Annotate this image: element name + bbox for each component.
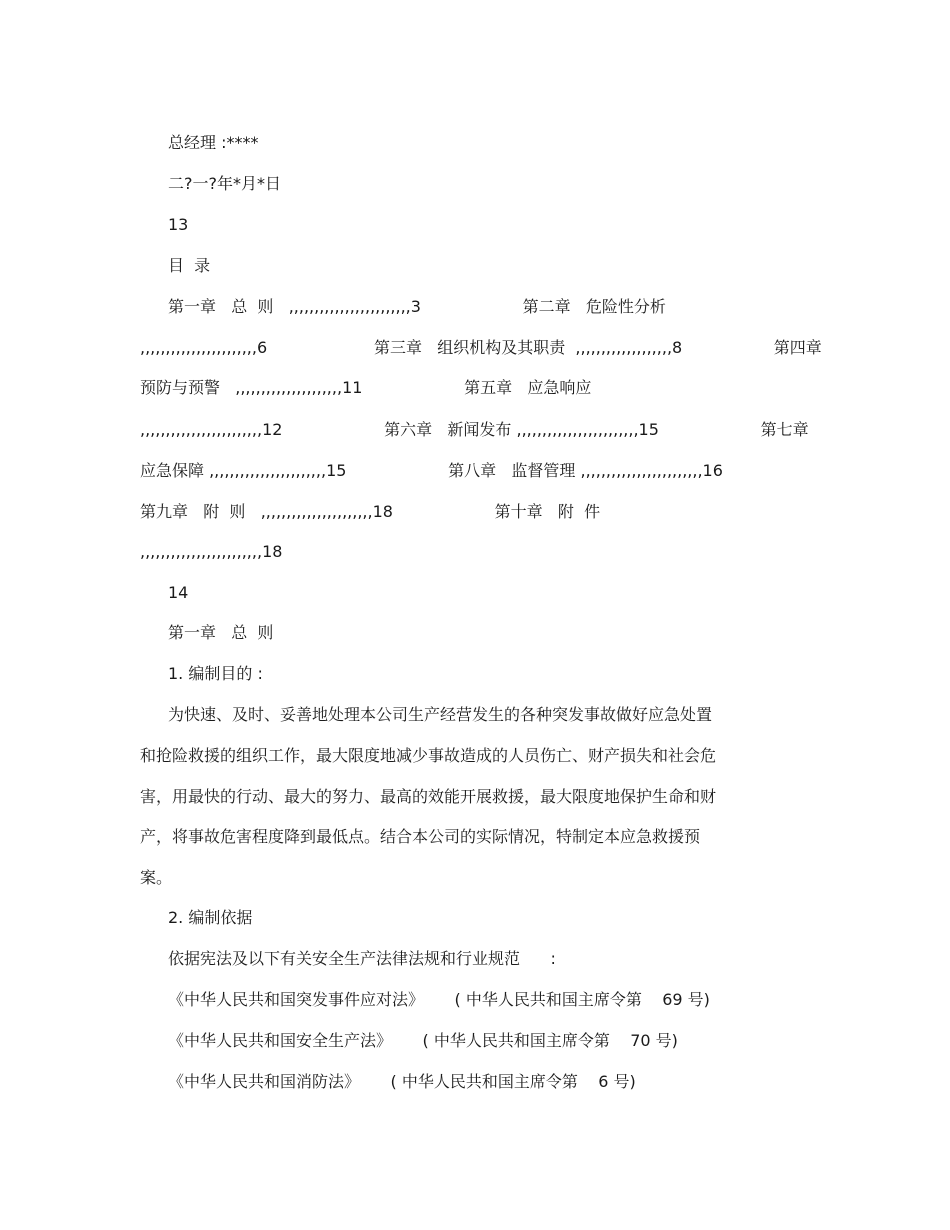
toc-line: ,,,,,,,,,,,,,,,,,,,,,,,,12 第六章 新闻发布 ,,,,,,,,,,,,,,,,,,,,,,,,15 第七章: [140, 420, 809, 439]
body-line: 产，将事故危害程度降到最低点。结合本公司的实际情况，特制定本应急救援预: [140, 827, 701, 846]
law-reference: 《中华人民共和国安全生产法》 ( 中华人民共和国主席令第 70 号): [168, 1031, 678, 1050]
law-reference: 《中华人民共和国消防法》 ( 中华人民共和国主席令第 6 号): [168, 1072, 636, 1091]
signatory-line: 总经理 :****: [168, 133, 259, 152]
section-heading: 1. 编制目的 :: [168, 664, 263, 683]
section-heading: 2. 编制依据: [168, 908, 253, 927]
chapter-title: 第一章 总 则: [168, 623, 274, 642]
toc-line: 第九章 附 则 ,,,,,,,,,,,,,,,,,,,,,,18 第十章 附 件: [140, 502, 601, 521]
toc-line: 第一章 总 则 ,,,,,,,,,,,,,,,,,,,,,,,,3 第二章 危险性分析: [168, 297, 666, 316]
body-line: 和抢险救援的组织工作，最大限度地减少事故造成的人员伤亡、财产损失和社会危: [140, 746, 717, 765]
toc-line: 预防与预警 ,,,,,,,,,,,,,,,,,,,,,11 第五章 应急响应: [140, 378, 592, 397]
toc-title: 目 录: [168, 256, 211, 275]
page-number: 13: [168, 215, 189, 234]
law-reference: 《中华人民共和国突发事件应对法》 ( 中华人民共和国主席令第 69 号): [168, 990, 710, 1009]
body-line: 案。: [140, 868, 173, 887]
toc-line: 应急保障 ,,,,,,,,,,,,,,,,,,,,,,,15 第八章 监督管理 ,,,,,,,,,,,,,,,,,,,,,,,,16: [140, 461, 723, 480]
page-number: 14: [168, 583, 189, 602]
body-line: 害，用最快的行动、最大的努力、最高的效能开展救援，最大限度地保护生命和财: [140, 787, 717, 806]
body-line: 为快速、及时、妥善地处理本公司生产经营发生的各种突发事故做好应急处置: [168, 705, 713, 724]
date-line: 二?一?年*月*日: [168, 174, 281, 193]
body-line: 依据宪法及以下有关安全生产法律法规和行业规范 :: [168, 949, 556, 968]
toc-line: ,,,,,,,,,,,,,,,,,,,,,,,6 第三章 组织机构及其职责 ,,,,,,,,,,,,,,,,,,,8 第四章: [140, 338, 822, 357]
toc-line: ,,,,,,,,,,,,,,,,,,,,,,,,18: [140, 542, 283, 561]
